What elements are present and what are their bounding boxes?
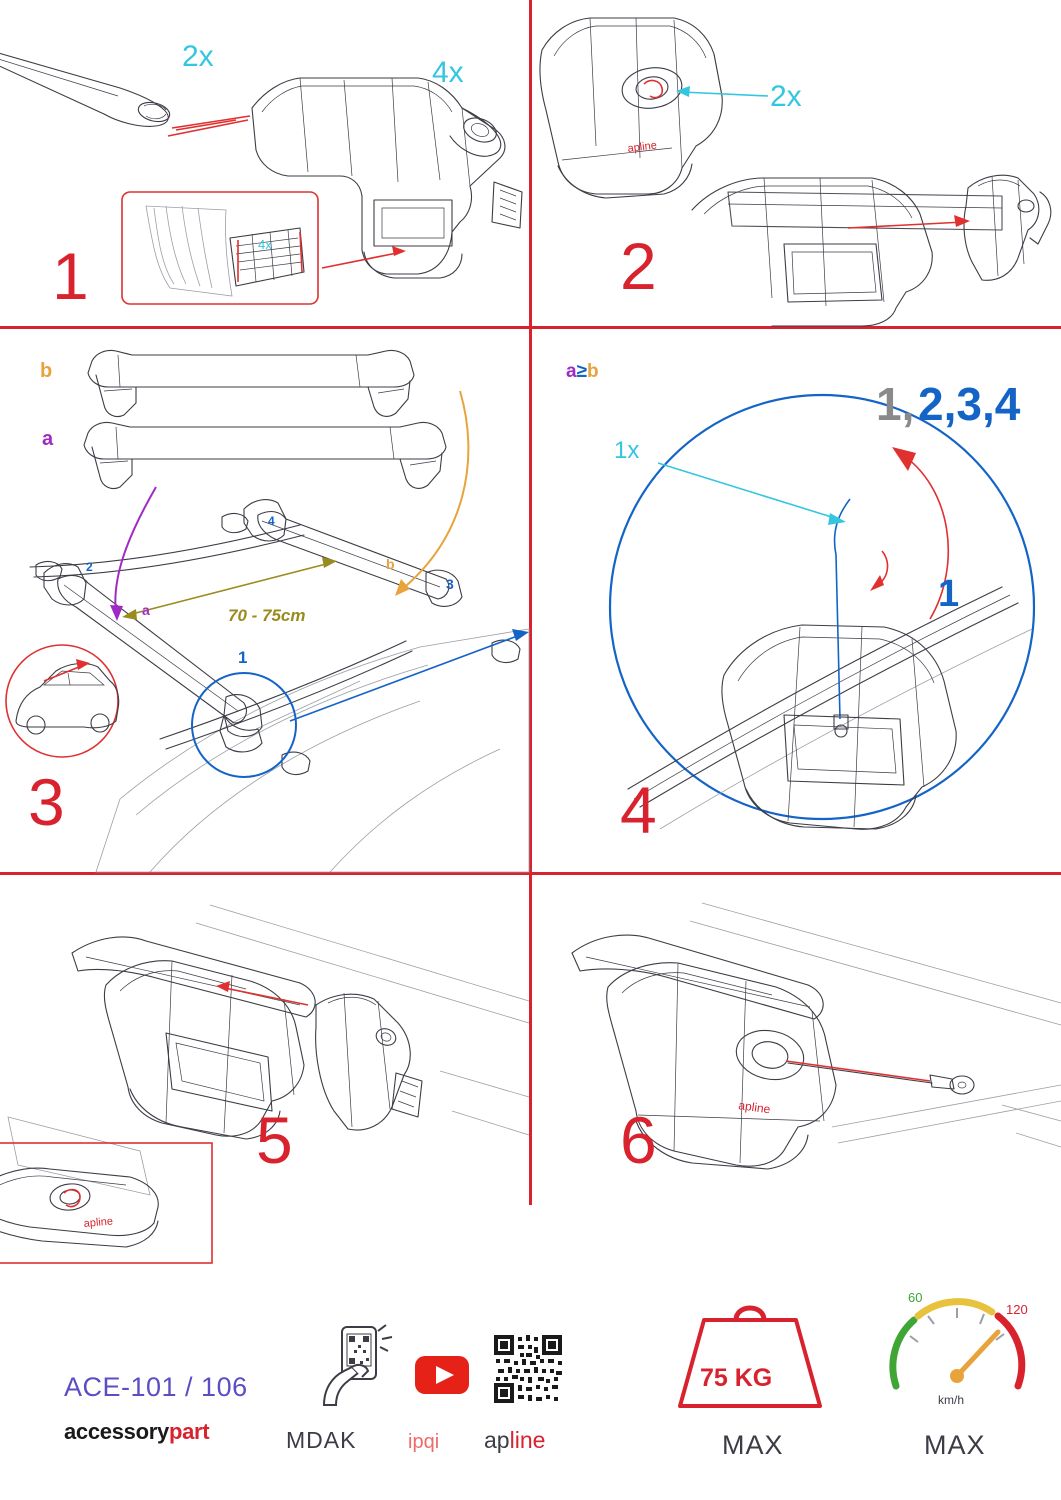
youtube-icon[interactable] (414, 1355, 470, 1395)
step-3-illustration (0, 329, 529, 872)
svg-text:km/h: km/h (938, 1393, 965, 1407)
step-number-3: 3 (28, 765, 64, 839)
footer-speed-limit (880, 1280, 1060, 1500)
label-qty-bar: 2x (182, 40, 214, 73)
panel-step-1 (0, 0, 529, 326)
svg-text:apline: apline (83, 1215, 114, 1230)
step-number-2: 2 (620, 229, 656, 303)
weight-icon (660, 1280, 840, 1420)
label-pos-a: a (142, 602, 150, 618)
label-qty-foot: 4x (432, 56, 464, 89)
qr-scan-phone-icon (318, 1323, 398, 1409)
brand-part-text: part (168, 1419, 210, 1444)
panel-step-2 (532, 0, 1061, 326)
step-number-5: 5 (256, 1103, 292, 1177)
brand-ipqi: ipqi (408, 1431, 440, 1453)
label-sequence-prefix: 1, (876, 378, 915, 430)
label-current-step: 1 (938, 573, 960, 615)
load-value: 75 KG (700, 1364, 773, 1392)
label-inset-qty: 4x (258, 237, 272, 252)
svg-text:apline: apline (737, 1098, 772, 1117)
panel-step-6 (532, 875, 1061, 1205)
label-mark-2: 2 (86, 560, 93, 574)
step-number-4: 4 (620, 773, 656, 847)
step-2-illustration (532, 0, 1061, 326)
label-mark-4: 4 (268, 514, 275, 528)
brand-mdak: MDAK (286, 1427, 357, 1453)
panel-step-5 (0, 875, 529, 1230)
brand-ap-text: ap (484, 1427, 510, 1453)
speedometer-icon (880, 1280, 1040, 1420)
label-pos-b: b (386, 556, 395, 572)
label-distance: 70 - 75cm (228, 606, 306, 625)
step-number-6: 6 (620, 1103, 656, 1177)
product-code: ACE-101 / 106 (64, 1372, 248, 1402)
svg-text:apline: apline (626, 139, 658, 155)
svg-text:60: 60 (908, 1290, 923, 1305)
label-bar-a: a (42, 428, 54, 450)
qr-code-icon (492, 1333, 564, 1405)
brand-apline (484, 1427, 545, 1454)
panel-step-3 (0, 329, 529, 872)
label-bar-b: b (40, 360, 53, 382)
load-max-caption: MAX (722, 1430, 784, 1460)
label-condition: a≥b (566, 361, 599, 382)
label-mark-3: 3 (446, 576, 454, 592)
footer-load-limit (660, 1280, 860, 1500)
label-tool-qty: 1x (614, 437, 640, 464)
step-6-illustration (532, 875, 1061, 1205)
speed-max-caption: MAX (924, 1430, 986, 1460)
brand-line-text: line (509, 1427, 546, 1453)
panel-step-4 (532, 329, 1061, 872)
label-sequence-rest: 2,3,4 (918, 378, 1021, 430)
footer-brands (0, 1205, 546, 1500)
svg-text:120: 120 (1006, 1302, 1028, 1317)
label-qty-lock: 2x (770, 80, 802, 113)
label-mark-1: 1 (238, 648, 248, 667)
brand-accessory-text: accessory (64, 1419, 169, 1444)
step-number-1: 1 (52, 239, 88, 313)
